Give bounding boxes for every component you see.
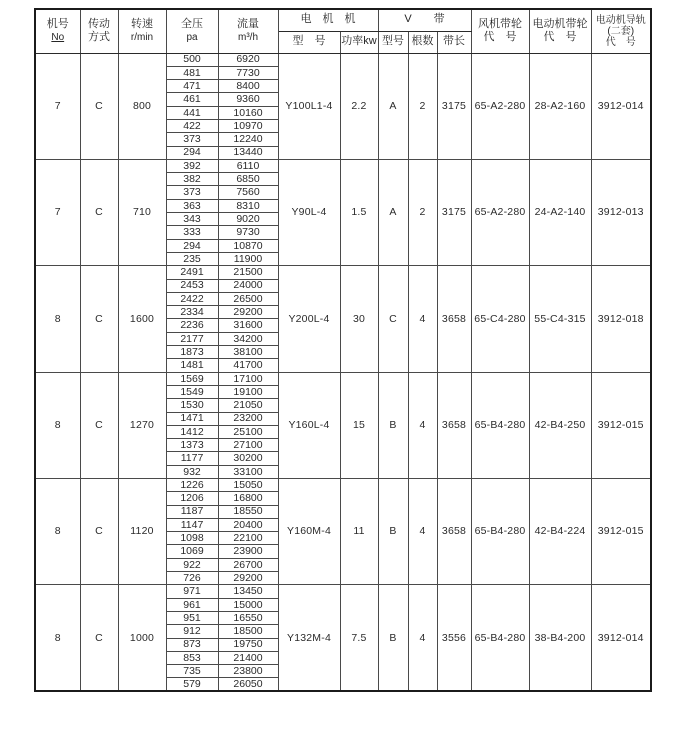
flow-cell: 15000: [218, 598, 278, 611]
fan-spec-table: [34, 8, 652, 692]
header-motor-rail-label: 电动机导轨: [595, 14, 646, 26]
motor-pulley-code-cell: 42-B4-224: [529, 479, 591, 585]
vbelt-length-cell: 3658: [437, 479, 471, 585]
drive-mode-cell: C: [80, 159, 118, 265]
header-motor-rail-code-label: 代 号: [605, 36, 636, 48]
flow-cell: 6920: [218, 53, 278, 66]
motor-pulley-code-cell: 28-A2-160: [529, 53, 591, 159]
flow-cell: 20400: [218, 518, 278, 531]
table-row: [35, 479, 651, 492]
vbelt-length-cell: 3658: [437, 372, 471, 478]
flow-cell: 7730: [218, 66, 278, 79]
flow-cell: 23200: [218, 412, 278, 425]
flow-cell: 26700: [218, 558, 278, 571]
table-body: [35, 53, 651, 691]
motor-pulley-code-cell: 55-C4-315: [529, 266, 591, 372]
pressure-cell: 735: [166, 665, 218, 678]
pressure-cell: 1187: [166, 505, 218, 518]
pressure-cell: 1530: [166, 399, 218, 412]
pressure-cell: 853: [166, 651, 218, 664]
flow-cell: 11900: [218, 252, 278, 265]
flow-cell: 25100: [218, 425, 278, 438]
drive-mode-cell: C: [80, 266, 118, 372]
fan-pulley-code-cell: 65-B4-280: [471, 585, 529, 691]
flow-cell: 29200: [218, 572, 278, 585]
header-pressure: [166, 9, 218, 53]
pressure-cell: 1147: [166, 518, 218, 531]
fan-pulley-code-cell: 65-B4-280: [471, 479, 529, 585]
pressure-cell: 2236: [166, 319, 218, 332]
header-vbelt-model: 型号: [378, 31, 408, 53]
table-row: [35, 372, 651, 385]
pressure-cell: 294: [166, 239, 218, 252]
pressure-cell: 1549: [166, 385, 218, 398]
vbelt-length-cell: 3556: [437, 585, 471, 691]
pressure-cell: 363: [166, 199, 218, 212]
pressure-cell: 441: [166, 106, 218, 119]
pressure-cell: 912: [166, 625, 218, 638]
vbelt-type-cell: C: [378, 266, 408, 372]
pressure-cell: 392: [166, 159, 218, 172]
pressure-cell: 1873: [166, 346, 218, 359]
pressure-cell: 1412: [166, 425, 218, 438]
pressure-cell: 1569: [166, 372, 218, 385]
flow-cell: 9360: [218, 93, 278, 106]
flow-cell: 21400: [218, 651, 278, 664]
pressure-cell: 235: [166, 252, 218, 265]
machine-no-cell: 8: [35, 585, 80, 691]
header-pressure-unit: pa: [186, 31, 198, 43]
flow-cell: 6850: [218, 173, 278, 186]
pressure-cell: 1373: [166, 439, 218, 452]
motor-rail-code-cell: 3912-015: [591, 479, 651, 585]
flow-cell: 19100: [218, 385, 278, 398]
header-flow-label: 流量: [237, 18, 259, 31]
vbelt-length-cell: 3175: [437, 53, 471, 159]
flow-cell: 9020: [218, 213, 278, 226]
pressure-cell: 726: [166, 572, 218, 585]
motor-power-cell: 2.2: [340, 53, 378, 159]
pressure-cell: 1206: [166, 492, 218, 505]
machine-no-cell: 7: [35, 159, 80, 265]
flow-cell: 17100: [218, 372, 278, 385]
header-motor-pulley-label: 电动机带轮: [532, 17, 588, 30]
machine-no-cell: 7: [35, 53, 80, 159]
pressure-cell: 422: [166, 119, 218, 132]
pressure-cell: 579: [166, 678, 218, 691]
drive-mode-cell: C: [80, 585, 118, 691]
motor-power-cell: 7.5: [340, 585, 378, 691]
vbelt-count-cell: 2: [408, 159, 437, 265]
pressure-cell: 951: [166, 611, 218, 624]
vbelt-count-cell: 2: [408, 53, 437, 159]
motor-rail-code-cell: 3912-014: [591, 53, 651, 159]
motor-power-cell: 15: [340, 372, 378, 478]
motor-pulley-code-cell: 24-A2-140: [529, 159, 591, 265]
machine-no-cell: 8: [35, 266, 80, 372]
header-motor-model: 型 号: [278, 31, 340, 53]
motor-rail-code-cell: 3912-013: [591, 159, 651, 265]
pressure-cell: 1226: [166, 479, 218, 492]
flow-cell: 19750: [218, 638, 278, 651]
header-vbelt-group: V 带: [378, 9, 471, 31]
flow-cell: 21500: [218, 266, 278, 279]
header-speed: [118, 9, 166, 53]
speed-cell: 710: [118, 159, 166, 265]
motor-model-cell: Y160L-4: [278, 372, 340, 478]
vbelt-length-cell: 3658: [437, 266, 471, 372]
header-fan-pulley: [471, 9, 529, 53]
header-machine-no: [35, 9, 80, 53]
flow-cell: 34200: [218, 332, 278, 345]
motor-power-cell: 30: [340, 266, 378, 372]
pressure-cell: 373: [166, 133, 218, 146]
flow-cell: 31600: [218, 319, 278, 332]
pressure-cell: 481: [166, 66, 218, 79]
header-flow: [218, 9, 278, 53]
machine-no-cell: 8: [35, 479, 80, 585]
pressure-cell: 500: [166, 53, 218, 66]
header-drive-label: 传动: [88, 17, 110, 30]
flow-cell: 8310: [218, 199, 278, 212]
table-header: [35, 9, 651, 53]
motor-pulley-code-cell: 42-B4-250: [529, 372, 591, 478]
vbelt-count-cell: 4: [408, 585, 437, 691]
header-vbelt-count: 根数: [408, 31, 437, 53]
header-speed-unit: r/min: [130, 31, 154, 43]
motor-pulley-code-cell: 38-B4-200: [529, 585, 591, 691]
table-row: [35, 585, 651, 598]
header-fan-pulley-label: 风机带轮: [478, 17, 522, 30]
drive-mode-cell: C: [80, 479, 118, 585]
flow-cell: 13440: [218, 146, 278, 159]
pressure-cell: 382: [166, 173, 218, 186]
motor-rail-code-cell: 3912-015: [591, 372, 651, 478]
fan-pulley-code-cell: 65-B4-280: [471, 372, 529, 478]
speed-cell: 1270: [118, 372, 166, 478]
vbelt-count-cell: 4: [408, 266, 437, 372]
flow-cell: 29200: [218, 306, 278, 319]
flow-cell: 22100: [218, 532, 278, 545]
motor-model-cell: Y90L-4: [278, 159, 340, 265]
pressure-cell: 1069: [166, 545, 218, 558]
pressure-cell: 471: [166, 80, 218, 93]
pressure-cell: 971: [166, 585, 218, 598]
header-fan-pulley-code-label: 代 号: [483, 31, 517, 44]
fan-pulley-code-cell: 65-C4-280: [471, 266, 529, 372]
fan-pulley-code-cell: 65-A2-280: [471, 159, 529, 265]
header-machine-no-unit: No: [51, 31, 65, 43]
header-motor-power: 功率kw: [340, 31, 378, 53]
flow-cell: 9730: [218, 226, 278, 239]
vbelt-type-cell: B: [378, 479, 408, 585]
header-motor-pulley: [529, 9, 591, 53]
vbelt-count-cell: 4: [408, 479, 437, 585]
pressure-cell: 1098: [166, 532, 218, 545]
motor-rail-code-cell: 3912-014: [591, 585, 651, 691]
pressure-cell: 2491: [166, 266, 218, 279]
vbelt-length-cell: 3175: [437, 159, 471, 265]
table-row: [35, 159, 651, 172]
vbelt-type-cell: B: [378, 372, 408, 478]
flow-cell: 10160: [218, 106, 278, 119]
pressure-cell: 961: [166, 598, 218, 611]
header-vbelt-length: 带长: [437, 31, 471, 53]
flow-cell: 16550: [218, 611, 278, 624]
flow-cell: 41700: [218, 359, 278, 372]
vbelt-count-cell: 4: [408, 372, 437, 478]
drive-mode-cell: C: [80, 53, 118, 159]
machine-no-cell: 8: [35, 372, 80, 478]
flow-cell: 6110: [218, 159, 278, 172]
speed-cell: 1000: [118, 585, 166, 691]
flow-cell: 15050: [218, 479, 278, 492]
flow-cell: 23900: [218, 545, 278, 558]
flow-cell: 10970: [218, 119, 278, 132]
flow-cell: 13450: [218, 585, 278, 598]
header-motor-group: 电 机 机: [278, 9, 378, 31]
motor-rail-code-cell: 3912-018: [591, 266, 651, 372]
table-row: [35, 266, 651, 279]
flow-cell: 24000: [218, 279, 278, 292]
flow-cell: 16800: [218, 492, 278, 505]
header-pressure-label: 全压: [181, 18, 203, 31]
pressure-cell: 373: [166, 186, 218, 199]
speed-cell: 1600: [118, 266, 166, 372]
flow-cell: 26500: [218, 292, 278, 305]
motor-model-cell: Y200L-4: [278, 266, 340, 372]
header-row-1: [35, 9, 651, 31]
speed-cell: 800: [118, 53, 166, 159]
pressure-cell: 922: [166, 558, 218, 571]
pressure-cell: 932: [166, 465, 218, 478]
drive-mode-cell: C: [80, 372, 118, 478]
pressure-cell: 333: [166, 226, 218, 239]
pressure-cell: 1177: [166, 452, 218, 465]
flow-cell: 23800: [218, 665, 278, 678]
header-motor-pulley-code-label: 代 号: [543, 31, 577, 44]
flow-cell: 18500: [218, 625, 278, 638]
motor-model-cell: Y132M-4: [278, 585, 340, 691]
motor-model-cell: Y160M-4: [278, 479, 340, 585]
pressure-cell: 1471: [166, 412, 218, 425]
motor-power-cell: 11: [340, 479, 378, 585]
motor-model-cell: Y100L1-4: [278, 53, 340, 159]
flow-cell: 18550: [218, 505, 278, 518]
pressure-cell: 2453: [166, 279, 218, 292]
pressure-cell: 1481: [166, 359, 218, 372]
pressure-cell: 2334: [166, 306, 218, 319]
flow-cell: 10870: [218, 239, 278, 252]
vbelt-type-cell: A: [378, 159, 408, 265]
flow-cell: 30200: [218, 452, 278, 465]
flow-cell: 38100: [218, 346, 278, 359]
fan-pulley-code-cell: 65-A2-280: [471, 53, 529, 159]
vbelt-type-cell: B: [378, 585, 408, 691]
header-motor-rail-sets-label: (二套): [607, 25, 635, 37]
motor-power-cell: 1.5: [340, 159, 378, 265]
speed-cell: 1120: [118, 479, 166, 585]
header-motor-rail: [591, 9, 651, 53]
header-drive-mode: [80, 9, 118, 53]
flow-cell: 26050: [218, 678, 278, 691]
pressure-cell: 2422: [166, 292, 218, 305]
table-row: [35, 53, 651, 66]
flow-cell: 8400: [218, 80, 278, 93]
flow-cell: 21050: [218, 399, 278, 412]
pressure-cell: 461: [166, 93, 218, 106]
pressure-cell: 343: [166, 213, 218, 226]
pressure-cell: 873: [166, 638, 218, 651]
flow-cell: 27100: [218, 439, 278, 452]
pressure-cell: 2177: [166, 332, 218, 345]
vbelt-type-cell: A: [378, 53, 408, 159]
header-speed-label: 转速: [131, 18, 153, 31]
header-drive-label2: 方式: [88, 31, 110, 44]
flow-cell: 33100: [218, 465, 278, 478]
flow-cell: 12240: [218, 133, 278, 146]
pressure-cell: 294: [166, 146, 218, 159]
header-machine-no-label: 机号: [46, 18, 69, 31]
header-flow-unit: m³/h: [238, 31, 258, 43]
flow-cell: 7560: [218, 186, 278, 199]
